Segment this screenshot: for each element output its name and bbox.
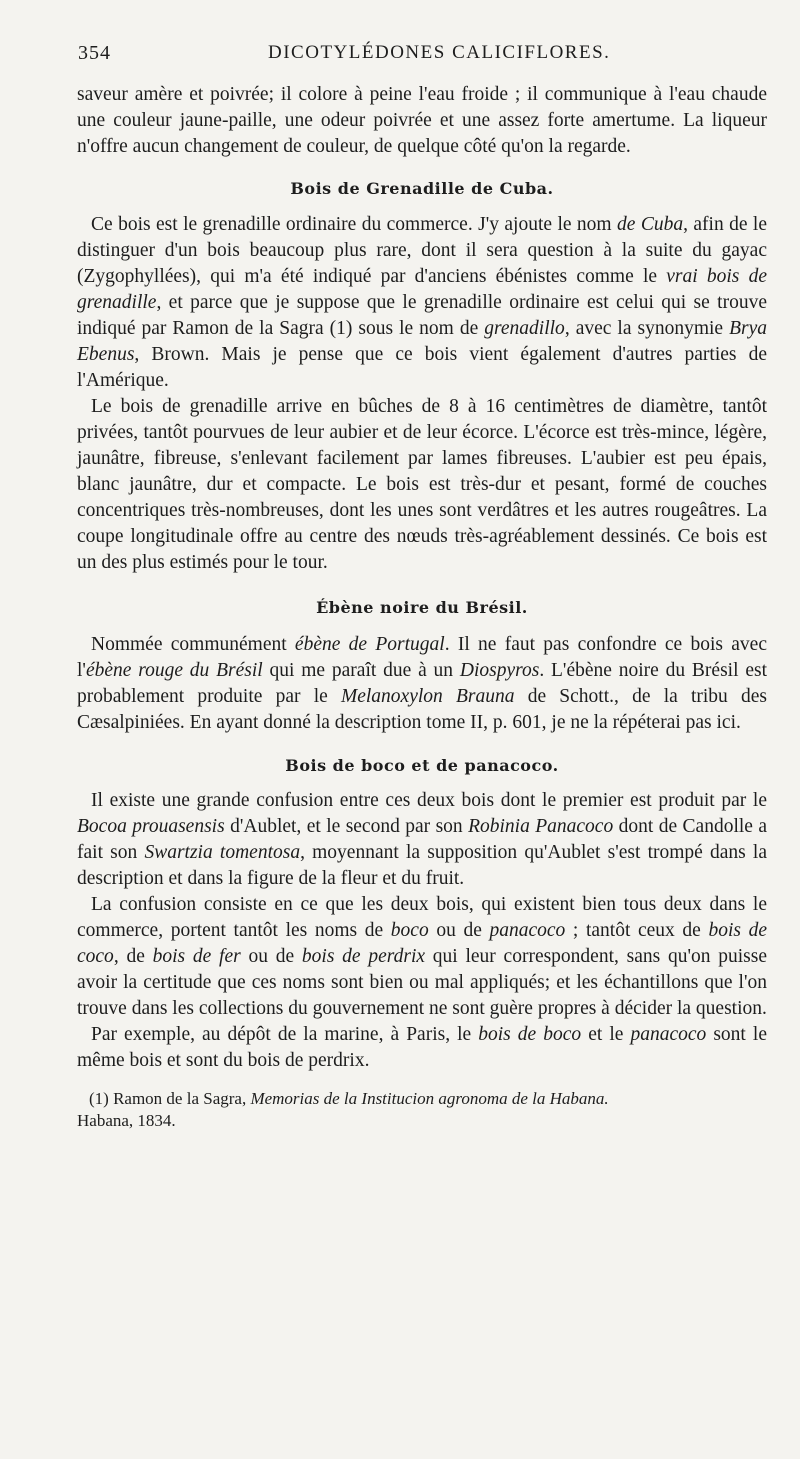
text-run: ; tantôt ceux de bbox=[565, 920, 709, 941]
italic-run: panacoco bbox=[489, 920, 566, 941]
footnote-place-date: Habana, 1834. bbox=[77, 1111, 176, 1130]
text-run: ou de bbox=[240, 946, 302, 967]
page-header bbox=[78, 42, 768, 72]
italic-run: bois de fer bbox=[152, 946, 241, 967]
paragraph-grenadille-intro bbox=[77, 212, 767, 394]
text-run: Nommée communément bbox=[91, 634, 295, 655]
text-run: , et parce que je suppose que le grenadille ordinaire est celui qui se trouve indiqué par Ramon de la Sagra (1) sous le nom de bbox=[77, 292, 767, 339]
section-heading-ebene: Ébène noire du Brésil. bbox=[316, 598, 528, 617]
paragraph-ebene bbox=[77, 632, 767, 736]
italic-run: panacoco bbox=[630, 1024, 707, 1045]
text-run: Ce bois est le grenadille ordinaire du commerce. J'y ajoute le nom bbox=[91, 214, 618, 235]
text-run: d'Aublet, et le second par son bbox=[224, 816, 469, 837]
text-run: ou de bbox=[428, 920, 490, 941]
text-run: qui me paraît due à un bbox=[262, 660, 460, 681]
italic-run: Brya Ebenus bbox=[77, 318, 768, 365]
italic-run: grenadillo bbox=[484, 318, 565, 339]
section-heading-grenadille: Bois de Grenadille de Cuba. bbox=[290, 179, 554, 198]
italic-run: boco bbox=[390, 920, 429, 941]
italic-run: bois de perdrix bbox=[301, 946, 426, 967]
text-run: dont de Candolle a fait son bbox=[77, 816, 767, 863]
text-run: sont le même bois et sont du bois de perdrix. bbox=[77, 1024, 767, 1071]
text-run: Par exemple, au dépôt de la marine, à Paris, le bbox=[91, 1024, 479, 1045]
text-run: Il existe une grande confusion entre ces deux bois dont le premier est produit par le bbox=[91, 790, 767, 811]
italic-run: Swartzia tomentosa bbox=[144, 842, 301, 863]
footnote-text: (1) Ramon de la Sagra, bbox=[89, 1089, 251, 1108]
italic-run: bois de coco bbox=[77, 920, 768, 967]
text-run: , moyennant la supposition qu'Aublet s'est trompé dans la description et dans la figure de la fleur et du fruit. bbox=[77, 842, 767, 889]
text-run: . L'ébène noire du Brésil est probablement produite par le bbox=[77, 660, 767, 707]
page-body bbox=[77, 82, 767, 1132]
footnote bbox=[77, 1088, 767, 1132]
paragraph-continued: saveur amère et poivrée; il colore à peine l'eau froide ; il communique à l'eau chaude une couleur jaune-paille, une odeur poivrée et une assez forte amertume. La liqueur n'offre aucun changement de couleur, de quelque côté qu'on la regarde. bbox=[77, 84, 767, 157]
paragraph-boco-confusion bbox=[77, 892, 767, 1022]
text-run: . Il ne faut pas confondre ce bois avec l' bbox=[77, 634, 767, 681]
italic-run: bois de boco bbox=[478, 1024, 582, 1045]
paragraph-grenadille-description: Le bois de grenadille arrive en bûches de 8 à 16 centimètres de diamètre, tantôt privées, tantôt pourvues de leur aubier et de leur écorce. L'écorce est très-mince, légère, jaunâtre, fibreuse, s'enlevant facilement par lames fibreuses. L'aubier est peu épais, blanc jaunâtre, dur et compacte. Le bois est très-dur et pesant, formé de couches concentriques très-nombreuses, dont les unes sont verdâtres et les autres rougeâtres. La coupe longitudinale offre au centre des nœuds très-agréablement dessinés. Ce bois est un des plus estimés pour le tour. bbox=[77, 396, 767, 573]
italic-run: Bocoa prouasensis bbox=[77, 816, 225, 837]
text-run: et le bbox=[581, 1024, 631, 1045]
paragraph-boco-example bbox=[77, 1022, 767, 1074]
text-run: qui leur correspondent, sans qu'on puisse avoir la certitude que ces noms sont bien ou mal appliqués; et les échantillons que l'on trouve dans les collections du gouvernement ne sont guère propres à décider la question. bbox=[77, 946, 768, 1019]
italic-run: Diospyros bbox=[459, 660, 540, 681]
italic-run: ébène de Portugal bbox=[294, 634, 445, 655]
italic-run: Robinia Panacoco bbox=[468, 816, 614, 837]
text-run: La confusion consiste en ce que les deux bois, qui existent bien tous deux dans le commerce, portent tantôt les noms de bbox=[77, 894, 767, 941]
italic-run: Melanoxylon Brauna bbox=[340, 686, 515, 707]
text-run: , Brown. Mais je pense que ce bois vient également d'autres parties de l'Amérique. bbox=[77, 344, 767, 391]
paragraph-boco-intro bbox=[77, 788, 767, 892]
italic-run: ébène rouge du Brésil bbox=[85, 660, 263, 681]
text-run: de Schott., de la tribu des Cæsalpiniées. En ayant donné la description tome II, p. 601, je ne la répéterai pas ici. bbox=[77, 686, 767, 733]
footnote-title: Memorias de la Institucion agronoma de la Habana. bbox=[250, 1089, 609, 1108]
text-run: , afin de le distinguer d'un bois beaucoup plus rare, dont il sera question à la suite du gayac (Zygophyllées), qui m'a été indiqué par d'anciens ébénistes comme le bbox=[77, 214, 767, 287]
page-number: 354 bbox=[78, 42, 111, 64]
section-heading-boco: Bois de boco et de panacoco. bbox=[285, 756, 559, 775]
text-run: , avec la synonymie bbox=[564, 318, 730, 339]
italic-run: vrai bois de grenadille bbox=[77, 266, 767, 313]
italic-run: de Cuba bbox=[617, 214, 684, 235]
text-run: , de bbox=[113, 946, 153, 967]
running-title: DICOTYLÉDONES CALICIFLORES. bbox=[268, 42, 611, 63]
